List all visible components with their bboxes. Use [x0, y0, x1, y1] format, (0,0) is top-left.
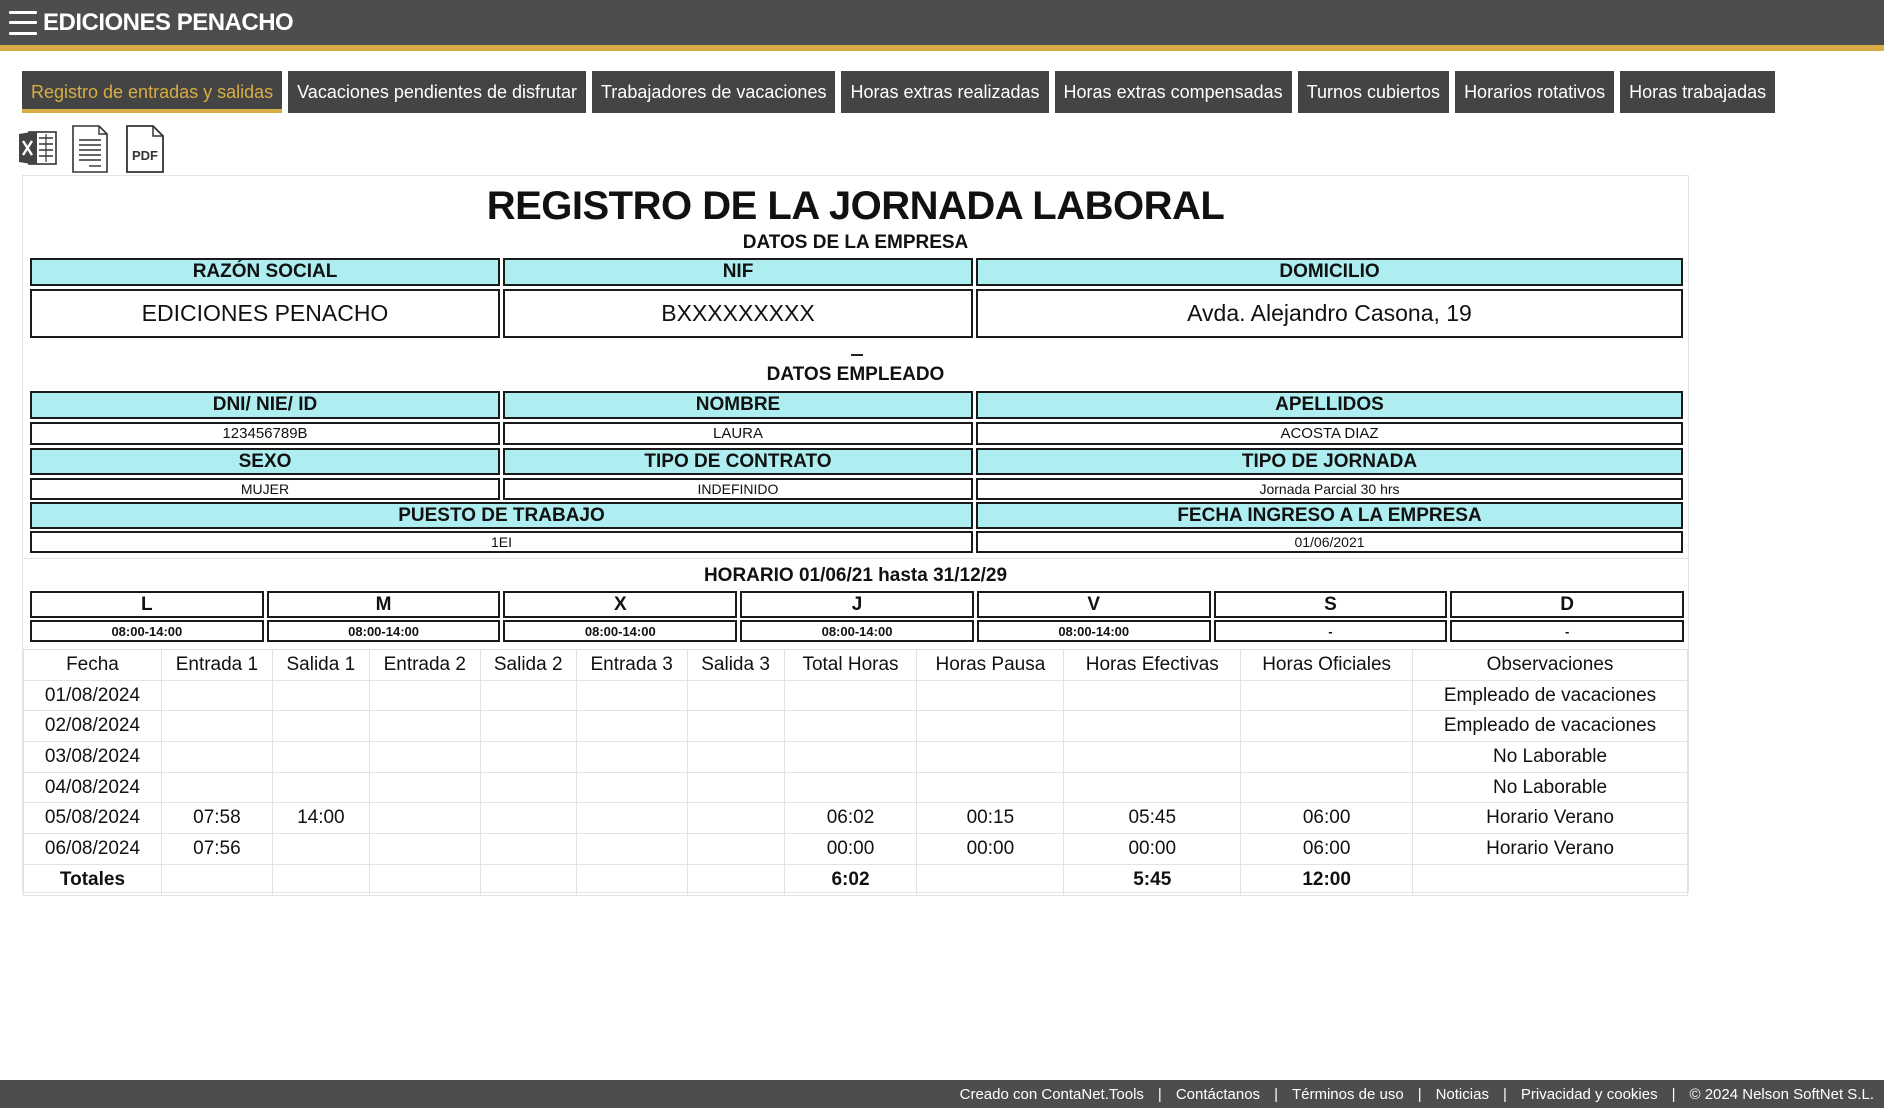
table-cell — [272, 772, 369, 803]
weekday-row — [30, 591, 1684, 618]
weekday-hours-cell: 08:00-14:00 — [740, 620, 974, 642]
table-cell — [917, 742, 1064, 773]
weekday-cell: L — [30, 591, 264, 618]
report-tabs — [22, 71, 1775, 113]
table-cell — [576, 680, 687, 711]
weekday-cell: X — [503, 591, 737, 618]
report-sheet — [22, 175, 1689, 893]
app-title: EDICIONES PENACHO — [43, 8, 294, 36]
table-cell — [161, 742, 272, 773]
weekday-hours-cell: - — [1450, 620, 1684, 642]
column-header: Entrada 2 — [369, 650, 480, 681]
weekday-hours-cell: 08:00-14:00 — [503, 620, 737, 642]
table-cell: 00:00 — [784, 834, 917, 865]
column-header: Salida 1 — [272, 650, 369, 681]
footer-separator: | — [1671, 1085, 1676, 1103]
table-cell — [480, 711, 576, 742]
table-cell — [917, 711, 1064, 742]
tab-trabajadores-vacaciones[interactable]: Trabajadores de vacaciones — [592, 71, 835, 113]
table-cell — [784, 680, 917, 711]
weekday-cell: M — [267, 591, 501, 618]
table-cell: 00:00 — [917, 834, 1064, 865]
table-cell — [480, 680, 576, 711]
table-cell — [161, 680, 272, 711]
attendance-header-row — [24, 650, 1688, 681]
totals-cell: 12:00 — [1241, 864, 1413, 895]
weekday-hours-row — [30, 620, 1684, 642]
employee-value-row — [30, 422, 1684, 445]
column-header: Horas Pausa — [917, 650, 1064, 681]
table-cell: 04/08/2024 — [24, 772, 162, 803]
company-value-cell: BXXXXXXXXX — [503, 289, 973, 338]
table-cell — [369, 680, 480, 711]
company-header-cell: NIF — [503, 258, 973, 286]
employee-header-cell: PUESTO DE TRABAJO — [30, 502, 973, 529]
table-cell — [480, 834, 576, 865]
table-row — [24, 803, 1688, 834]
table-row — [24, 834, 1688, 865]
table-cell — [480, 772, 576, 803]
weekday-cell: J — [740, 591, 974, 618]
section-dash — [851, 354, 863, 356]
weekday-cell: D — [1450, 591, 1684, 618]
table-cell — [687, 803, 784, 834]
table-cell — [687, 742, 784, 773]
table-cell — [1241, 680, 1413, 711]
tab-horas-extras-realizadas[interactable]: Horas extras realizadas — [841, 71, 1048, 113]
table-row — [24, 742, 1688, 773]
footer-link-terms[interactable]: Términos de uso — [1291, 1085, 1404, 1103]
table-cell — [272, 834, 369, 865]
totals-row — [24, 864, 1688, 895]
employee-value-cell: 123456789B — [30, 422, 500, 445]
column-header: Horas Oficiales — [1241, 650, 1413, 681]
totals-cell — [369, 864, 480, 895]
table-cell: Empleado de vacaciones — [1413, 680, 1688, 711]
table-cell: 05:45 — [1064, 803, 1241, 834]
table-cell: 07:58 — [161, 803, 272, 834]
company-section-title: DATOS DE LA EMPRESA — [742, 232, 969, 253]
column-header: Total Horas — [784, 650, 917, 681]
table-cell: 03/08/2024 — [24, 742, 162, 773]
table-cell — [576, 803, 687, 834]
table-cell — [480, 742, 576, 773]
employee-header-cell: DNI/ NIE/ ID — [30, 391, 500, 419]
column-header: Salida 2 — [480, 650, 576, 681]
table-cell — [1241, 711, 1413, 742]
table-cell — [576, 711, 687, 742]
attendance-table — [23, 649, 1688, 896]
column-header: Entrada 1 — [161, 650, 272, 681]
table-cell: 05/08/2024 — [24, 803, 162, 834]
column-header: Salida 3 — [687, 650, 784, 681]
totals-cell — [1413, 864, 1688, 895]
weekday-cell: S — [1214, 591, 1448, 618]
table-cell — [1064, 680, 1241, 711]
report-title: REGISTRO DE LA JORNADA LABORAL — [486, 184, 1225, 228]
company-header-cell: DOMICILIO — [976, 258, 1683, 286]
excel-icon[interactable] — [16, 123, 60, 173]
tab-registro[interactable]: Registro de entradas y salidas — [22, 71, 282, 113]
employee-header-cell: TIPO DE JORNADA — [976, 448, 1683, 475]
employee-value-cell: LAURA — [503, 422, 973, 445]
table-cell — [687, 834, 784, 865]
weekday-hours-cell: 08:00-14:00 — [267, 620, 501, 642]
schedule-title: HORARIO 01/06/21 hasta 31/12/29 — [703, 565, 1008, 586]
table-cell — [784, 742, 917, 773]
totals-cell — [480, 864, 576, 895]
totals-cell: 5:45 — [1064, 864, 1241, 895]
weekday-hours-cell: 08:00-14:00 — [977, 620, 1211, 642]
column-header: Observaciones — [1413, 650, 1688, 681]
table-row — [24, 772, 1688, 803]
table-cell: 06:02 — [784, 803, 917, 834]
employee-value-cell: 01/06/2021 — [976, 531, 1683, 553]
employee-header-cell: FECHA INGRESO A LA EMPRESA — [976, 502, 1683, 529]
footer — [0, 1080, 1884, 1108]
table-cell: No Laborable — [1413, 742, 1688, 773]
table-cell — [369, 803, 480, 834]
table-cell: 14:00 — [272, 803, 369, 834]
table-cell — [1241, 742, 1413, 773]
table-cell — [369, 772, 480, 803]
table-cell — [784, 772, 917, 803]
table-cell — [917, 680, 1064, 711]
table-cell — [687, 711, 784, 742]
company-value-cell: Avda. Alejandro Casona, 19 — [976, 289, 1683, 338]
table-cell: 00:15 — [917, 803, 1064, 834]
table-cell — [917, 772, 1064, 803]
totals-cell — [272, 864, 369, 895]
footer-separator: | — [1417, 1085, 1422, 1103]
employee-header-cell: NOMBRE — [503, 391, 973, 419]
column-header: Horas Efectivas — [1064, 650, 1241, 681]
footer-link-privacy[interactable]: Privacidad y cookies — [1520, 1085, 1658, 1103]
table-cell: 02/08/2024 — [24, 711, 162, 742]
weekday-hours-cell: - — [1214, 620, 1448, 642]
footer-copyright: © 2024 Nelson SoftNet S.L. — [1689, 1085, 1874, 1103]
table-cell — [687, 772, 784, 803]
footer-link-news[interactable]: Noticias — [1435, 1085, 1489, 1103]
table-cell: Empleado de vacaciones — [1413, 711, 1688, 742]
company-header-cell: RAZÓN SOCIAL — [30, 258, 500, 286]
table-row — [24, 680, 1688, 711]
employee-value-cell: Jornada Parcial 30 hrs — [976, 478, 1683, 500]
table-cell — [369, 711, 480, 742]
employee-value-cell: INDEFINIDO — [503, 478, 973, 500]
pdf-label: PDF — [132, 148, 158, 163]
weekday-hours-cell: 08:00-14:00 — [30, 620, 264, 642]
column-header: Entrada 3 — [576, 650, 687, 681]
table-cell — [1064, 711, 1241, 742]
totals-cell — [687, 864, 784, 895]
table-cell — [576, 772, 687, 803]
employee-value-row — [30, 531, 1684, 553]
footer-link-contact[interactable]: Contáctanos — [1175, 1085, 1261, 1103]
company-header-row — [30, 258, 1684, 286]
tab-turnos-cubiertos[interactable]: Turnos cubiertos — [1298, 71, 1449, 113]
employee-header-row — [30, 391, 1684, 419]
employee-header-cell: SEXO — [30, 448, 500, 475]
company-value-row — [30, 289, 1684, 338]
table-cell: No Laborable — [1413, 772, 1688, 803]
footer-separator: | — [1157, 1085, 1162, 1103]
table-cell: Horario Verano — [1413, 834, 1688, 865]
table-cell: 01/08/2024 — [24, 680, 162, 711]
tab-horarios-rotativos[interactable]: Horarios rotativos — [1455, 71, 1614, 113]
table-cell — [784, 711, 917, 742]
employee-value-cell: ACOSTA DIAZ — [976, 422, 1683, 445]
table-cell: 07:56 — [161, 834, 272, 865]
table-cell: 06:00 — [1241, 803, 1413, 834]
table-cell — [272, 711, 369, 742]
table-cell — [272, 742, 369, 773]
footer-link-created-with[interactable]: Creado con ContaNet.Tools — [959, 1085, 1144, 1103]
table-cell: 06/08/2024 — [24, 834, 162, 865]
table-cell — [369, 742, 480, 773]
employee-section-title: DATOS EMPLEADO — [766, 364, 945, 385]
menu-icon[interactable] — [9, 11, 37, 35]
tab-horas-trabajadas[interactable]: Horas trabajadas — [1620, 71, 1775, 113]
table-cell — [161, 711, 272, 742]
table-cell — [1241, 772, 1413, 803]
table-cell — [369, 834, 480, 865]
totals-cell: Totales — [24, 864, 162, 895]
tab-vacaciones-pendientes[interactable]: Vacaciones pendientes de disfrutar — [288, 71, 586, 113]
table-cell — [480, 803, 576, 834]
table-cell: 00:00 — [1064, 834, 1241, 865]
table-cell — [576, 834, 687, 865]
company-value-cell: EDICIONES PENACHO — [30, 289, 500, 338]
table-cell — [1064, 772, 1241, 803]
top-bar — [0, 0, 1884, 51]
footer-separator: | — [1502, 1085, 1507, 1103]
table-cell — [161, 772, 272, 803]
employee-value-cell: 1EI — [30, 531, 973, 553]
weekday-cell: V — [977, 591, 1211, 618]
table-row — [24, 711, 1688, 742]
table-cell — [687, 680, 784, 711]
totals-cell — [576, 864, 687, 895]
table-cell: 06:00 — [1241, 834, 1413, 865]
employee-header-row — [30, 502, 1684, 529]
totals-cell — [917, 864, 1064, 895]
table-cell: Horario Verano — [1413, 803, 1688, 834]
employee-header-cell: APELLIDOS — [976, 391, 1683, 419]
totals-cell — [161, 864, 272, 895]
text-document-icon[interactable] — [70, 123, 110, 175]
table-cell — [1064, 742, 1241, 773]
table-cell — [272, 680, 369, 711]
employee-header-cell: TIPO DE CONTRATO — [503, 448, 973, 475]
footer-separator: | — [1274, 1085, 1278, 1103]
tab-horas-extras-compensadas[interactable]: Horas extras compensadas — [1055, 71, 1292, 113]
section-divider — [23, 558, 1688, 559]
pdf-icon[interactable] — [124, 123, 166, 175]
table-cell — [576, 742, 687, 773]
employee-value-row — [30, 478, 1684, 500]
column-header: Fecha — [24, 650, 162, 681]
totals-cell: 6:02 — [784, 864, 917, 895]
employee-header-row — [30, 448, 1684, 475]
employee-value-cell: MUJER — [30, 478, 500, 500]
